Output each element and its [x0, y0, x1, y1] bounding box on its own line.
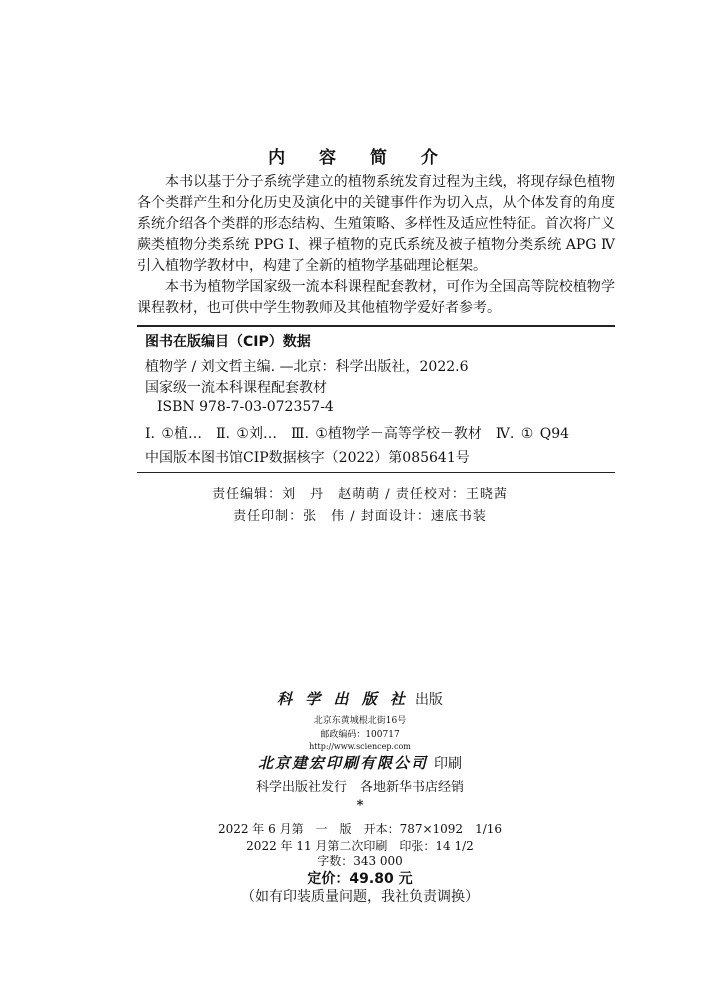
word-count: 字数：343 000	[317, 854, 403, 868]
cip-classification: Ⅰ. ①植… Ⅱ. ①刘… Ⅲ. ①植物学－高等学校－教材 Ⅳ. ① Q94	[145, 426, 570, 442]
quality-notice: （如有印装质量问题，我社负责调换）	[241, 889, 479, 905]
printing-line: 2022 年 11 月第二次印刷 印张：14 1/2	[246, 839, 474, 853]
intro-paragraph: 本书以基于分子系统学建立的植物系统发育过程为主线，将现存绿色植物各个类群产生和分化历史及演化中的关键事件作为切入点，从个体发育的角度系统介绍各个类群的形态结构、生殖策略、多样性及适应性特征。首次将广义蕨类植物分类系统 PPG Ⅰ、裸子植物的克氏系统及被子植物分类系统 APG Ⅳ引入植物学教材中，构建了全新的植物学基础理论框架。	[137, 174, 615, 274]
cip-record-number: 中国版本图书馆CIP数据核字（2022）第085641号	[145, 450, 470, 466]
publisher-address: 北京东黄城根北街16号	[313, 716, 407, 726]
printer-name: 北京建宏印刷有限公司	[257, 754, 428, 772]
separator-star: *	[356, 798, 364, 813]
intro-title: 内 容 简 介	[268, 148, 452, 168]
publisher-url: http://www.sciencep.com	[309, 742, 411, 751]
distribution-line: 科学出版社发行 各地新华书店经销	[255, 780, 464, 795]
publisher-postcode: 邮政编码：100717	[320, 730, 400, 740]
printer-line	[0, 752, 720, 773]
intro-body	[137, 172, 615, 319]
cip-bottom-rule	[137, 472, 615, 473]
cip-line-title: 植物学 / 刘文哲主编. —北京：科学出版社，2022.6	[145, 359, 469, 375]
staff-production: 责任印制：张 伟 / 封面设计：速底书装	[233, 509, 487, 524]
cip-line-series: 国家级一流本科课程配套教材	[145, 380, 327, 396]
publisher-name: 科 学 出 版 社	[277, 690, 409, 708]
cip-isbn: ISBN 978-7-03-072357-4	[157, 399, 334, 415]
publisher-suffix: 出版	[414, 692, 443, 708]
cip-top-rule	[137, 325, 615, 327]
edition-line: 2022 年 6 月第 一 版 开本：787×1092 1/16	[217, 822, 503, 836]
publisher-line	[0, 688, 720, 709]
price: 定价：49.80 元	[307, 871, 413, 887]
printer-suffix: 印刷	[434, 756, 462, 772]
cip-title: 图书在版编目（CIP）数据	[145, 334, 311, 350]
staff-editors: 责任编辑：刘 丹 赵萌萌 / 责任校对：王晓茜	[212, 487, 508, 502]
intro-paragraph: 本书为植物学国家级一流本科课程配套教材，可作为全国高等院校植物学课程教材，也可供中学生物教师及其他植物学爱好者参考。	[137, 279, 615, 316]
